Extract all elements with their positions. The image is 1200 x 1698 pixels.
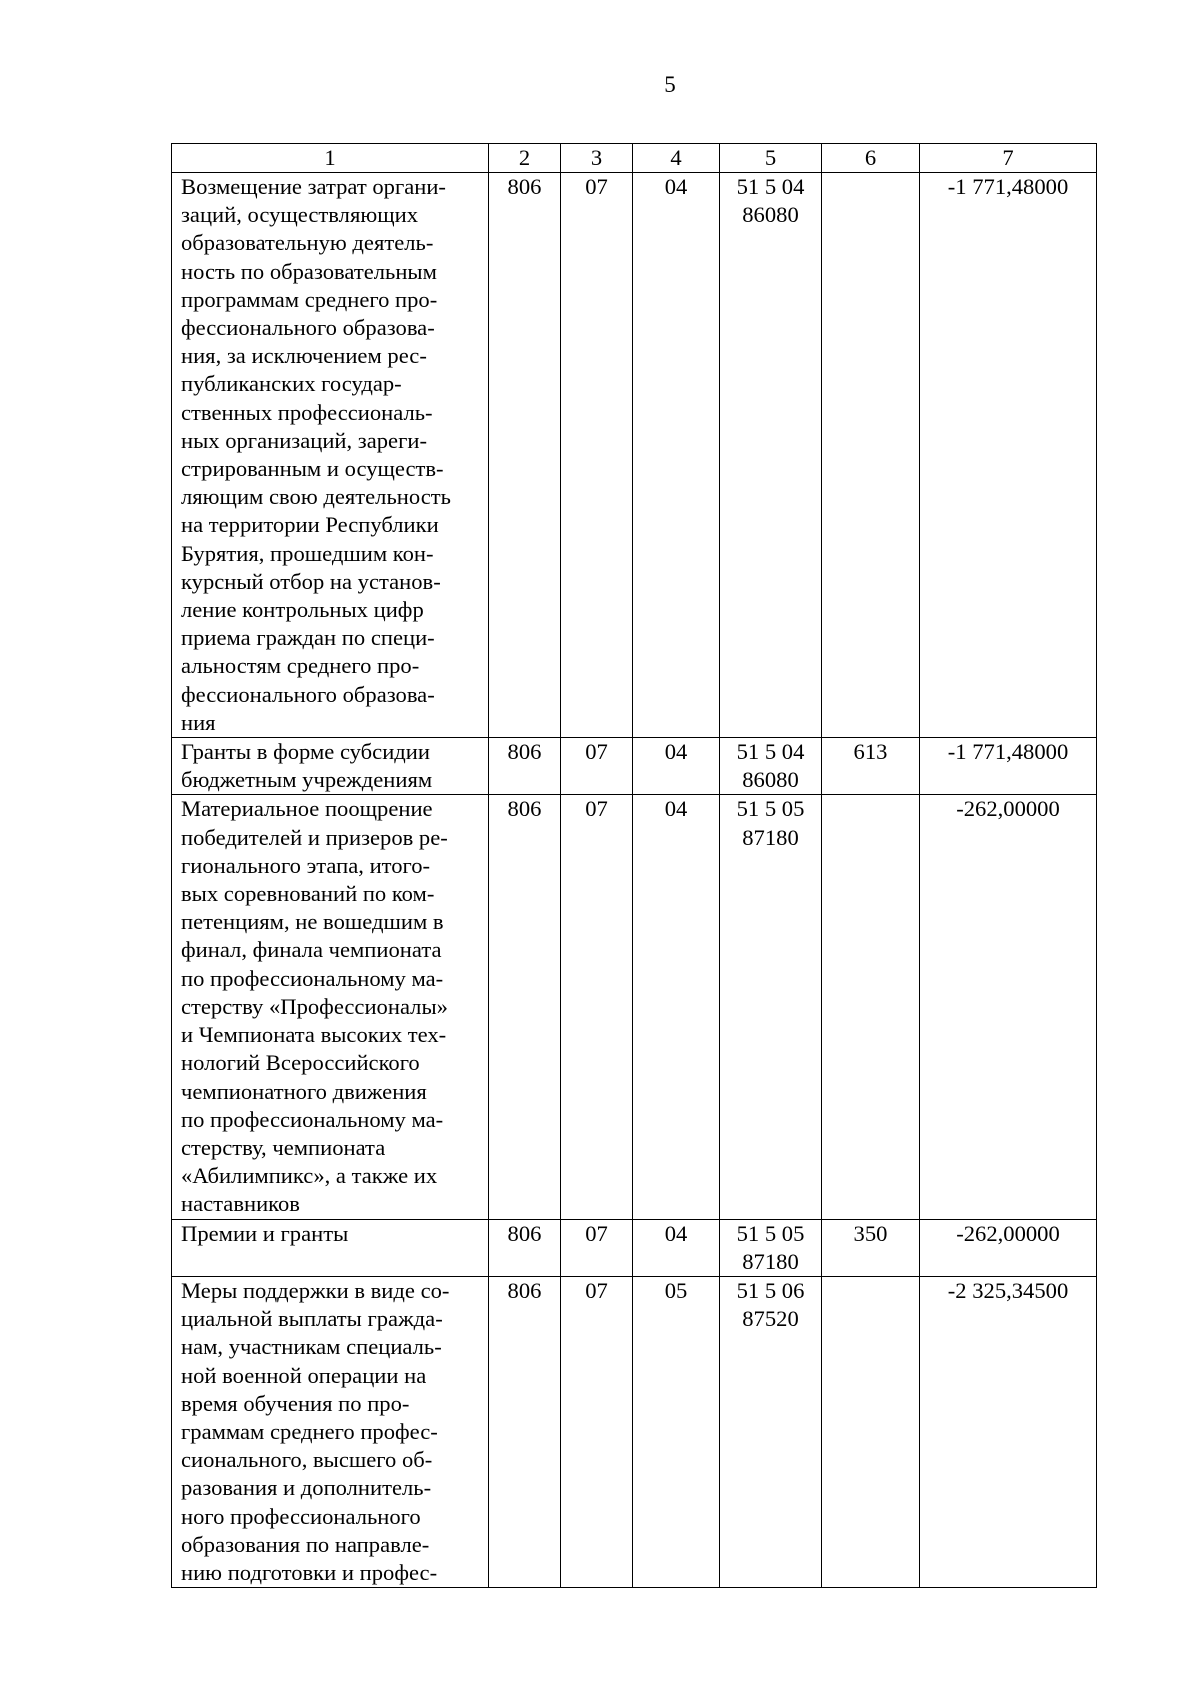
table-header-row [172, 144, 1097, 173]
table-row [172, 795, 1097, 1219]
header-col-5: 5 [720, 144, 822, 173]
cell-line: и Чемпионата высоких тех- [181, 1022, 447, 1048]
header-col-1: 1 [172, 144, 489, 173]
page-number: 5 [664, 72, 676, 97]
expense-type-cell: 613 [822, 738, 920, 795]
budget-table [171, 143, 1097, 1588]
amount-cell: -262,00000 [920, 1219, 1097, 1276]
table-row [172, 738, 1097, 795]
cell-line: ность по образовательным [181, 258, 437, 284]
cell-line: ляющим свою деятельность [181, 484, 451, 510]
section-code-cell: 07 [561, 795, 633, 1219]
cell-line: 51 5 05 [736, 1220, 805, 1246]
cell-line: разования и дополнитель- [181, 1475, 432, 1501]
cell-line: образовательную деятель- [181, 230, 434, 256]
cell-line: Возмещение затрат органи- [181, 174, 446, 199]
cell-line: Гранты в форме субсидии [181, 739, 430, 765]
header-col-7: 7 [920, 144, 1097, 173]
table-body [172, 173, 1097, 1588]
cell-line: стерству, чемпионата [181, 1134, 386, 1160]
item-name-cell [172, 738, 489, 795]
amount-cell: -1 771,48000 [920, 173, 1097, 738]
cell-line: ление контрольных цифр [181, 597, 424, 623]
header-col-2: 2 [489, 144, 561, 173]
cell-line: 51 5 04 [736, 739, 805, 765]
cell-line: стерству «Профессионалы» [181, 993, 448, 1019]
ministry-code-cell: 806 [489, 795, 561, 1219]
amount-cell: -1 771,48000 [920, 738, 1097, 795]
cell-line: публиканских государ- [181, 371, 402, 397]
cell-line: петенциям, не вошедшим в [181, 909, 444, 935]
ministry-code-cell: 806 [489, 1219, 561, 1276]
amount-cell: -2 325,34500 [920, 1276, 1097, 1587]
cell-line: 86080 [742, 202, 799, 228]
cell-line: на территории Республики [181, 512, 439, 538]
cell-line: 86080 [742, 767, 799, 793]
cell-line: ния [181, 709, 216, 735]
cell-line: нологий Всероссийского [181, 1050, 420, 1076]
table-row [172, 1219, 1097, 1276]
cell-line: финал, финала чемпионата [181, 937, 442, 963]
cell-line: вых соревнований по ком- [181, 881, 435, 907]
target-article-cell [720, 1219, 822, 1276]
subsection-code-cell: 04 [633, 738, 720, 795]
cell-line: курсный отбор на установ- [181, 568, 441, 594]
cell-line: нам, участникам специаль- [181, 1334, 442, 1360]
cell-line: Материальное поощрение [181, 796, 433, 822]
cell-line: приема граждан по специ- [181, 625, 435, 651]
subsection-code-cell: 04 [633, 1219, 720, 1276]
cell-line: ния, за исключением рес- [181, 343, 427, 369]
item-name-cell [172, 173, 489, 738]
cell-line: фессионального образова- [181, 681, 435, 707]
subsection-code-cell: 04 [633, 795, 720, 1219]
cell-line: «Абилимпикс», а также их [181, 1163, 438, 1189]
item-name-cell [172, 1276, 489, 1587]
cell-line: ной военной операции на [181, 1362, 427, 1388]
cell-line: наставников [181, 1191, 300, 1217]
section-code-cell: 07 [561, 173, 633, 738]
cell-line: 51 5 04 [736, 174, 805, 199]
cell-line: граммам среднего профес- [181, 1418, 438, 1444]
cell-line: 51 5 05 [736, 796, 805, 822]
cell-line: гионального этапа, итого- [181, 852, 431, 878]
cell-line: чемпионатного движения [181, 1078, 427, 1104]
header-col-6: 6 [822, 144, 920, 173]
section-code-cell: 07 [561, 1219, 633, 1276]
cell-line: заций, осуществляющих [181, 202, 419, 228]
cell-line: Бурятия, прошедшим кон- [181, 540, 434, 566]
target-article-cell [720, 173, 822, 738]
cell-line: бюджетным учреждениям [181, 767, 433, 793]
cell-line: по профессиональному ма- [181, 965, 444, 991]
cell-line: программам среднего про- [181, 286, 438, 312]
section-code-cell: 07 [561, 738, 633, 795]
cell-line: циальной выплаты гражда- [181, 1306, 443, 1332]
cell-line: 51 5 06 [736, 1277, 805, 1303]
cell-line: фессионального образова- [181, 315, 435, 341]
target-article-cell [720, 795, 822, 1219]
cell-line: альностям среднего про- [181, 653, 420, 679]
cell-line: сионального, высшего об- [181, 1447, 433, 1473]
cell-line: ного профессионального [181, 1503, 421, 1529]
expense-type-cell [822, 1276, 920, 1587]
cell-line: стрированным и осуществ- [181, 456, 444, 482]
cell-line: Премии и гранты [181, 1220, 349, 1246]
cell-line: Меры поддержки в виде со- [181, 1277, 450, 1303]
cell-line: 87520 [742, 1306, 799, 1332]
subsection-code-cell: 05 [633, 1276, 720, 1587]
cell-line: ных организаций, зареги- [181, 427, 427, 453]
item-name-cell [172, 1219, 489, 1276]
header-col-3: 3 [561, 144, 633, 173]
ministry-code-cell: 806 [489, 738, 561, 795]
table-row [172, 173, 1097, 738]
cell-line: нию подготовки и профес- [181, 1559, 438, 1585]
cell-line: 87180 [742, 1248, 799, 1274]
target-article-cell [720, 738, 822, 795]
cell-line: победителей и призеров ре- [181, 824, 448, 850]
expense-type-cell [822, 173, 920, 738]
cell-line: 87180 [742, 824, 799, 850]
ministry-code-cell: 806 [489, 173, 561, 738]
header-col-4: 4 [633, 144, 720, 173]
subsection-code-cell: 04 [633, 173, 720, 738]
table-row [172, 1276, 1097, 1587]
expense-type-cell [822, 795, 920, 1219]
expense-type-cell: 350 [822, 1219, 920, 1276]
cell-line: время обучения по про- [181, 1390, 410, 1416]
section-code-cell: 07 [561, 1276, 633, 1587]
cell-line: образования по направле- [181, 1531, 430, 1557]
target-article-cell [720, 1276, 822, 1587]
amount-cell: -262,00000 [920, 795, 1097, 1219]
cell-line: по профессиональному ма- [181, 1106, 444, 1132]
cell-line: ственных профессиональ- [181, 399, 433, 425]
item-name-cell [172, 795, 489, 1219]
ministry-code-cell: 806 [489, 1276, 561, 1587]
